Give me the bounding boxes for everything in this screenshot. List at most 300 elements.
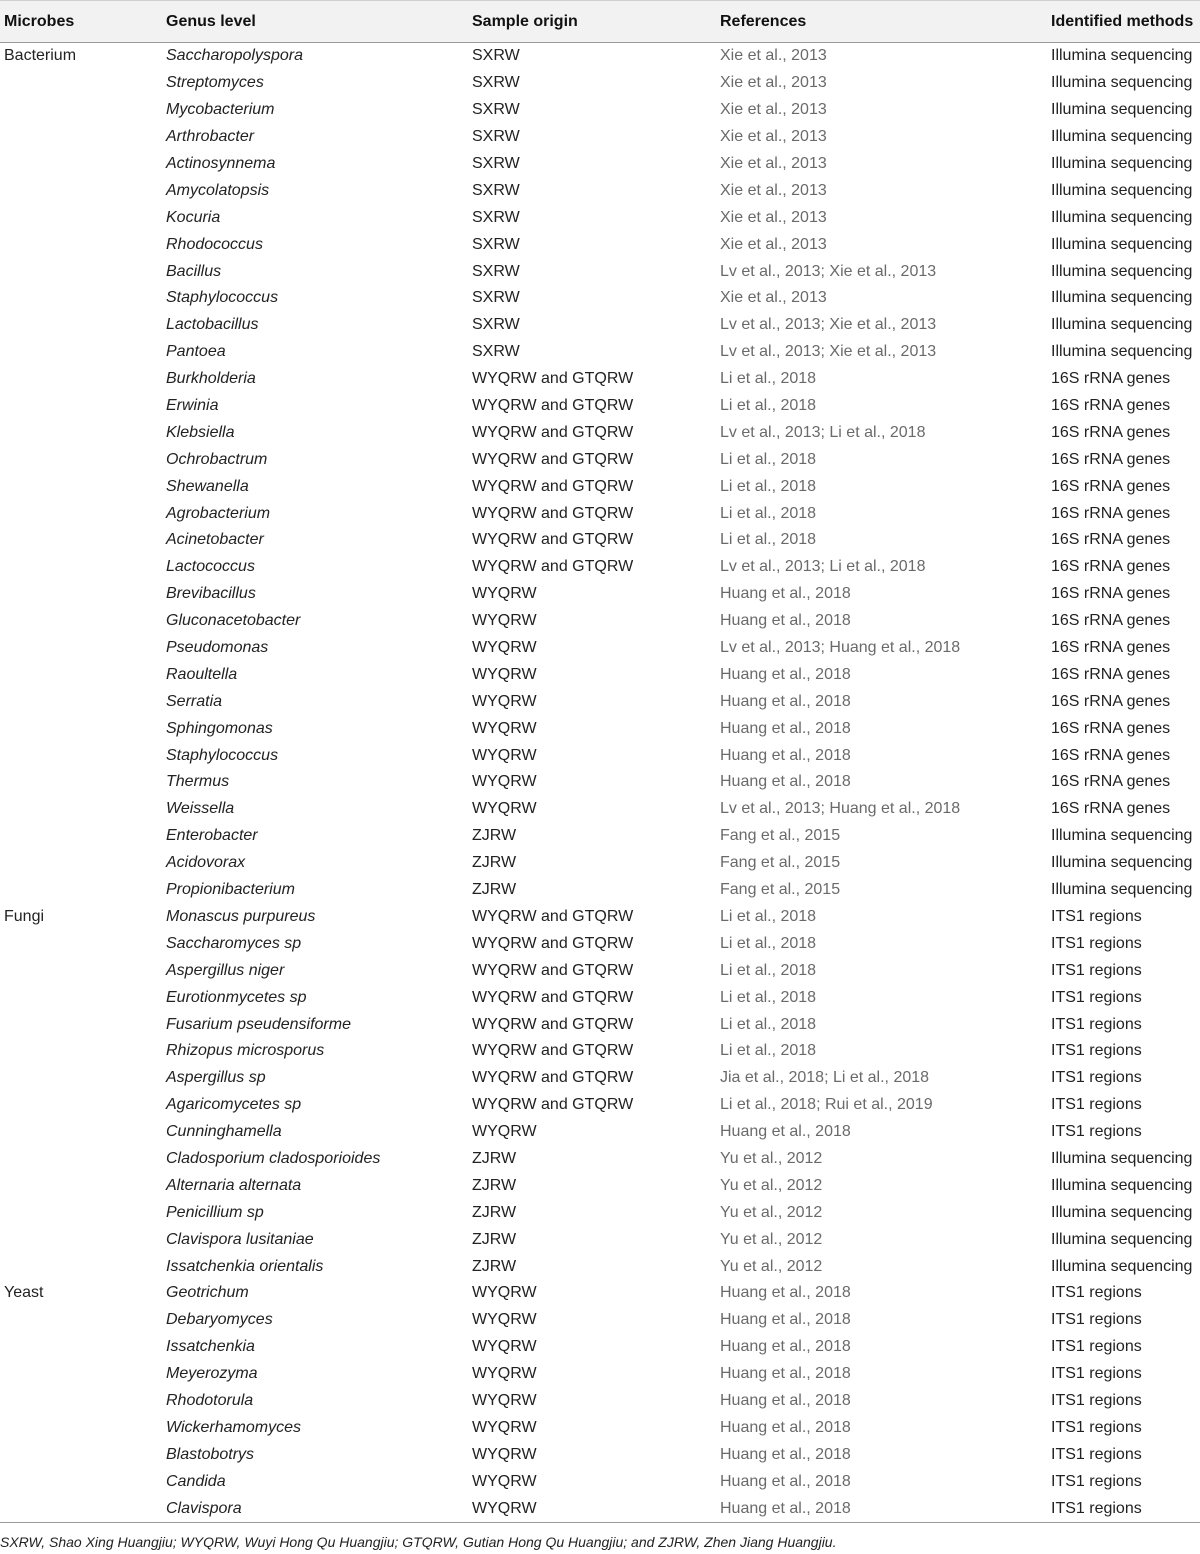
sample-origin-cell: WYQRW [472, 692, 537, 710]
table-row [0, 97, 1200, 124]
genus-cell: Serratia [166, 692, 223, 710]
references-cell: Xie et al., 2013 [720, 128, 827, 146]
table-row [0, 1146, 1200, 1173]
sample-origin-cell: ZJRW [472, 1257, 517, 1275]
table-row [0, 1119, 1200, 1146]
references-cell: Huang et al., 2018 [720, 1391, 851, 1409]
identified-method-cell: Illumina sequencing [1051, 343, 1193, 361]
genus-cell: Debaryomyces [166, 1311, 273, 1329]
genus-cell: Weissella [166, 800, 235, 818]
sample-origin-cell: SXRW [472, 343, 520, 361]
sample-origin-cell: WYQRW and GTQRW [472, 531, 634, 549]
genus-cell: Burkholderia [166, 370, 256, 388]
table-row [0, 1065, 1200, 1092]
microbe-group-cell [0, 1199, 162, 1226]
sample-origin-cell: WYQRW [472, 1338, 537, 1356]
sample-origin-cell: WYQRW and GTQRW [472, 397, 634, 415]
references-cell: Huang et al., 2018 [720, 773, 851, 791]
microbe-group-cell [0, 473, 162, 500]
table-row [0, 608, 1200, 635]
sample-origin-cell: WYQRW and GTQRW [472, 1042, 634, 1060]
table-row [0, 285, 1200, 312]
genus-cell: Bacillus [166, 262, 222, 280]
identified-method-cell: 16S rRNA genes [1051, 585, 1171, 603]
genus-cell: Rhodotorula [166, 1391, 254, 1409]
genus-cell: Shewanella [166, 477, 249, 495]
identified-method-cell: 16S rRNA genes [1051, 639, 1171, 657]
genus-cell: Acinetobacter [166, 531, 264, 549]
references-cell: Yu et al., 2012 [720, 1257, 823, 1275]
genus-cell: Saccharomyces sp [166, 934, 302, 952]
references-cell: Huang et al., 2018 [720, 719, 851, 737]
references-cell: Huang et al., 2018 [720, 1338, 851, 1356]
identified-method-cell: 16S rRNA genes [1051, 773, 1171, 791]
table-row [0, 688, 1200, 715]
references-cell: Li et al., 2018; Rui et al., 2019 [720, 1096, 933, 1114]
sample-origin-cell: WYQRW and GTQRW [472, 1096, 634, 1114]
microbe-group-cell [0, 446, 162, 473]
sample-origin-cell: WYQRW [472, 1472, 537, 1490]
references-cell: Li et al., 2018 [720, 934, 817, 952]
sample-origin-cell: WYQRW and GTQRW [472, 934, 634, 952]
table-row [0, 1172, 1200, 1199]
identified-method-cell: ITS1 regions [1051, 1365, 1142, 1383]
identified-method-cell: Illumina sequencing [1051, 47, 1193, 65]
header-identified-methods: Identified methods [1048, 1, 1200, 43]
microbe-group-cell [0, 285, 162, 312]
identified-method-cell: ITS1 regions [1051, 1445, 1142, 1463]
microbe-group-cell [0, 124, 162, 151]
sample-origin-cell: WYQRW [472, 585, 537, 603]
sample-origin-cell: WYQRW [472, 1284, 537, 1302]
microbe-group-cell [0, 527, 162, 554]
microbe-group-cell [0, 1065, 162, 1092]
identified-method-cell: ITS1 regions [1051, 1069, 1142, 1087]
genus-cell: Issatchenkia [166, 1338, 255, 1356]
references-cell: Fang et al., 2015 [720, 827, 841, 845]
table-row [0, 1334, 1200, 1361]
references-cell: Xie et al., 2013 [720, 47, 827, 65]
sample-origin-cell: SXRW [472, 181, 520, 199]
table-row [0, 769, 1200, 796]
references-cell: Huang et al., 2018 [720, 1123, 851, 1141]
identified-method-cell: Illumina sequencing [1051, 316, 1193, 334]
microbe-group-cell [0, 635, 162, 662]
sample-origin-cell: WYQRW and GTQRW [472, 370, 634, 388]
table-row [0, 151, 1200, 178]
identified-method-cell: 16S rRNA genes [1051, 370, 1171, 388]
sample-origin-cell: WYQRW and GTQRW [472, 558, 634, 576]
table-row [0, 1441, 1200, 1468]
identified-method-cell: Illumina sequencing [1051, 289, 1193, 307]
microbe-group-cell: Yeast [4, 1284, 44, 1302]
sample-origin-cell: WYQRW [472, 746, 537, 764]
genus-cell: Aspergillus niger [166, 961, 285, 979]
identified-method-cell: Illumina sequencing [1051, 881, 1193, 899]
identified-method-cell: 16S rRNA genes [1051, 397, 1171, 415]
references-cell: Li et al., 2018 [720, 988, 817, 1006]
table-row [0, 258, 1200, 285]
table-row [0, 43, 1200, 70]
table-row [0, 1038, 1200, 1065]
genus-cell: Propionibacterium [166, 881, 295, 899]
table-row [0, 715, 1200, 742]
sample-origin-cell: SXRW [472, 101, 520, 119]
references-cell: Li et al., 2018 [720, 477, 817, 495]
references-cell: Xie et al., 2013 [720, 208, 827, 226]
identified-method-cell: Illumina sequencing [1051, 235, 1193, 253]
identified-method-cell: Illumina sequencing [1051, 74, 1193, 92]
microbe-group-cell [0, 1334, 162, 1361]
microbe-group-cell [0, 393, 162, 420]
sample-origin-cell: WYQRW and GTQRW [472, 1015, 634, 1033]
genus-cell: Lactobacillus [166, 316, 259, 334]
microbe-group-cell [0, 151, 162, 178]
microbe-group-cell [0, 366, 162, 393]
identified-method-cell: 16S rRNA genes [1051, 504, 1171, 522]
microbe-group-cell [0, 419, 162, 446]
sample-origin-cell: WYQRW and GTQRW [472, 477, 634, 495]
microbe-group-cell [0, 1119, 162, 1146]
microbe-group-cell [0, 877, 162, 904]
microbe-group-cell [0, 339, 162, 366]
references-cell: Yu et al., 2012 [720, 1176, 823, 1194]
references-cell: Xie et al., 2013 [720, 181, 827, 199]
table-row [0, 500, 1200, 527]
microbe-group-cell [0, 231, 162, 258]
identified-method-cell: ITS1 regions [1051, 1338, 1142, 1356]
sample-origin-cell: SXRW [472, 262, 520, 280]
genus-cell: Actinosynnema [166, 155, 276, 172]
microbe-group-cell [0, 1388, 162, 1415]
table-row [0, 231, 1200, 258]
identified-method-cell: ITS1 regions [1051, 1418, 1142, 1436]
microbe-group-cell [0, 715, 162, 742]
header-references: References [716, 1, 1048, 43]
table-row [0, 877, 1200, 904]
microbe-group-cell [0, 1253, 162, 1280]
microbe-group-cell [0, 742, 162, 769]
table-row [0, 1307, 1200, 1334]
identified-method-cell: Illumina sequencing [1051, 262, 1193, 280]
references-cell: Huang et al., 2018 [720, 1365, 851, 1383]
identified-method-cell: 16S rRNA genes [1051, 746, 1171, 764]
genus-cell: Gluconacetobacter [166, 612, 301, 630]
sample-origin-cell: ZJRW [472, 1203, 517, 1221]
microbe-group-cell [0, 661, 162, 688]
genus-cell: Saccharopolyspora [166, 47, 303, 65]
identified-method-cell: Illumina sequencing [1051, 181, 1193, 199]
identified-method-cell: ITS1 regions [1051, 1284, 1142, 1302]
genus-cell: Pseudomonas [166, 639, 269, 657]
sample-origin-cell: WYQRW [472, 612, 537, 630]
identified-method-cell: ITS1 regions [1048, 1495, 1200, 1522]
microbe-group-cell [0, 769, 162, 796]
table-row [0, 1468, 1200, 1495]
genus-cell: Alternaria alternata [166, 1176, 302, 1194]
identified-method-cell: 16S rRNA genes [1051, 692, 1171, 710]
references-cell: Huang et al., 2018 [720, 585, 851, 603]
references-cell: Huang et al., 2018 [720, 665, 851, 683]
genus-cell: Thermus [166, 773, 230, 791]
genus-cell: Blastobotrys [166, 1445, 255, 1463]
genus-cell: Geotrichum [166, 1284, 249, 1302]
microbe-group-cell [0, 1307, 162, 1334]
sample-origin-cell: WYQRW [472, 1391, 537, 1409]
identified-method-cell: ITS1 regions [1051, 1123, 1142, 1141]
genus-cell: Pantoea [166, 343, 226, 361]
identified-method-cell: 16S rRNA genes [1051, 450, 1171, 468]
references-cell: Xie et al., 2013 [720, 289, 827, 307]
sample-origin-cell: WYQRW [472, 719, 537, 737]
sample-origin-cell: WYQRW [472, 1311, 537, 1329]
genus-cell: Meyerozyma [166, 1365, 258, 1383]
table-row [0, 473, 1200, 500]
genus-cell: Aspergillus sp [166, 1069, 266, 1087]
table-row [0, 1226, 1200, 1253]
sample-origin-cell: WYQRW and GTQRW [472, 504, 634, 522]
identified-method-cell: 16S rRNA genes [1051, 800, 1171, 818]
table-row [0, 1011, 1200, 1038]
table-row [0, 581, 1200, 608]
sample-origin-cell: ZJRW [472, 854, 517, 872]
identified-method-cell: Illumina sequencing [1051, 1176, 1193, 1194]
identified-method-cell: 16S rRNA genes [1051, 558, 1171, 576]
references-cell: Yu et al., 2012 [720, 1149, 823, 1167]
table-row [0, 124, 1200, 151]
genus-cell: Raoultella [166, 665, 238, 683]
sample-origin-cell: WYQRW and GTQRW [472, 450, 634, 468]
references-cell: Huang et al., 2018 [716, 1495, 1048, 1522]
references-cell: Li et al., 2018 [720, 1015, 817, 1033]
genus-cell: Monascus purpureus [166, 907, 316, 925]
sample-origin-cell: ZJRW [472, 1149, 517, 1167]
genus-cell: Cunninghamella [166, 1123, 282, 1141]
microbe-group-cell [0, 1172, 162, 1199]
microbe-group-cell [0, 957, 162, 984]
header-sample-origin: Sample origin [468, 1, 716, 43]
references-cell: Lv et al., 2013; Li et al., 2018 [720, 558, 926, 576]
microbe-group-cell [0, 796, 162, 823]
table-row [0, 661, 1200, 688]
references-cell: Lv et al., 2013; Li et al., 2018 [720, 423, 926, 441]
references-cell: Jia et al., 2018; Li et al., 2018 [720, 1069, 930, 1087]
genus-cell: Fusarium pseudensiforme [166, 1015, 351, 1033]
genus-cell: Enterobacter [166, 827, 258, 845]
table-row [0, 204, 1200, 231]
sample-origin-cell: SXRW [472, 208, 520, 226]
microbe-group-cell [0, 1092, 162, 1119]
references-cell: Lv et al., 2013; Xie et al., 2013 [720, 262, 937, 280]
table-row [0, 930, 1200, 957]
header-genus-level: Genus level [162, 1, 468, 43]
identified-method-cell: ITS1 regions [1051, 1096, 1142, 1114]
identified-method-cell: ITS1 regions [1051, 988, 1142, 1006]
table-row [0, 554, 1200, 581]
references-cell: Lv et al., 2013; Huang et al., 2018 [720, 639, 961, 657]
references-cell: Huang et al., 2018 [720, 1284, 851, 1302]
references-cell: Lv et al., 2013; Huang et al., 2018 [720, 800, 961, 818]
identified-method-cell: ITS1 regions [1051, 1391, 1142, 1409]
references-cell: Xie et al., 2013 [720, 235, 827, 253]
sample-origin-cell: WYQRW [472, 773, 537, 791]
sample-origin-cell: WYQRW and GTQRW [472, 907, 634, 925]
genus-cell: Wickerhamomyces [166, 1418, 301, 1436]
identified-method-cell: ITS1 regions [1051, 1311, 1142, 1329]
sample-origin-cell: SXRW [472, 316, 520, 334]
sample-origin-cell: ZJRW [472, 881, 517, 899]
table-row [0, 1361, 1200, 1388]
table-row [0, 366, 1200, 393]
identified-method-cell: ITS1 regions [1051, 1042, 1142, 1060]
sample-origin-cell: WYQRW [472, 665, 537, 683]
microbe-group-cell [0, 177, 162, 204]
sample-origin-cell: WYQRW [472, 639, 537, 657]
genus-cell: Lactococcus [166, 558, 255, 576]
genus-cell: Arthrobacter [166, 128, 255, 146]
references-cell: Lv et al., 2013; Xie et al., 2013 [720, 343, 937, 361]
microbe-group-cell [0, 1495, 162, 1522]
sample-origin-cell: WYQRW [472, 1418, 537, 1436]
sample-origin-cell: ZJRW [472, 1176, 517, 1194]
references-cell: Lv et al., 2013; Xie et al., 2013 [720, 316, 937, 334]
table-row [0, 446, 1200, 473]
header-row [0, 1, 1200, 43]
references-cell: Yu et al., 2012 [720, 1203, 823, 1221]
references-cell: Xie et al., 2013 [720, 101, 827, 119]
table-row [0, 1092, 1200, 1119]
genus-cell: Ochrobactrum [166, 450, 268, 468]
microbe-group-cell [0, 500, 162, 527]
genus-cell: Agaricomycetes sp [166, 1096, 302, 1114]
microbe-group-cell [0, 97, 162, 124]
microbe-group-cell [0, 850, 162, 877]
table-row [0, 1388, 1200, 1415]
table-row [0, 312, 1200, 339]
table-footnote: SXRW, Shao Xing Huangjiu; WYQRW, Wuyi Hong Qu Huangjiu; GTQRW, Gutian Hong Qu Huangjiu; and ZJRW, Zhen Jiang Huangjiu. [0, 1534, 837, 1550]
references-cell: Huang et al., 2018 [720, 746, 851, 764]
table-row [0, 1495, 1200, 1522]
microbe-group-cell [0, 204, 162, 231]
microbe-group-cell [0, 608, 162, 635]
microbe-group-cell [0, 823, 162, 850]
sample-origin-cell: ZJRW [472, 1230, 517, 1248]
genus-cell: Streptomyces [166, 74, 264, 92]
sample-origin-cell: WYQRW and GTQRW [472, 423, 634, 441]
references-cell: Huang et al., 2018 [720, 1418, 851, 1436]
genus-cell: Mycobacterium [166, 101, 275, 119]
header-microbes: Microbes [0, 1, 162, 43]
references-cell: Li et al., 2018 [720, 907, 817, 925]
references-cell: Xie et al., 2013 [720, 74, 827, 92]
genus-cell: Penicillium sp [166, 1203, 264, 1221]
sample-origin-cell: WYQRW and GTQRW [472, 961, 634, 979]
references-cell: Li et al., 2018 [720, 397, 817, 415]
identified-method-cell: 16S rRNA genes [1051, 719, 1171, 737]
table-row [0, 850, 1200, 877]
table-row [0, 904, 1200, 931]
sample-origin-cell: SXRW [472, 74, 520, 92]
genus-cell: Clavispora [162, 1495, 468, 1522]
table-row [0, 635, 1200, 662]
identified-method-cell: Illumina sequencing [1051, 1203, 1193, 1221]
microbe-group-cell [0, 984, 162, 1011]
microbe-group-cell [0, 581, 162, 608]
references-cell: Fang et al., 2015 [720, 854, 841, 872]
microbe-group-cell [0, 930, 162, 957]
genus-cell: Eurotionmycetes sp [166, 988, 307, 1006]
microbe-group-cell [0, 1011, 162, 1038]
genus-cell: Rhizopus microsporus [166, 1042, 325, 1060]
table-row [0, 1414, 1200, 1441]
genus-cell: Agrobacterium [166, 504, 271, 522]
genus-cell: Amycolatopsis [166, 181, 270, 199]
identified-method-cell: ITS1 regions [1051, 934, 1142, 952]
table-row [0, 823, 1200, 850]
table-row [0, 177, 1200, 204]
genus-cell: Sphingomonas [166, 719, 273, 737]
table-row [0, 1199, 1200, 1226]
microbe-group-cell [0, 1468, 162, 1495]
references-cell: Huang et al., 2018 [720, 692, 851, 710]
genus-cell: Clavispora lusitaniae [166, 1230, 314, 1248]
sample-origin-cell: SXRW [472, 235, 520, 253]
microbe-group-cell [0, 554, 162, 581]
genus-cell: Erwinia [166, 397, 219, 415]
genus-cell: Candida [166, 1472, 226, 1490]
table-row [0, 796, 1200, 823]
microbe-group-cell [0, 1361, 162, 1388]
identified-method-cell: Illumina sequencing [1051, 1257, 1193, 1275]
sample-origin-cell: WYQRW [468, 1495, 716, 1522]
microbe-group-cell: Fungi [4, 907, 45, 925]
genus-cell: Cladosporium cladosporioides [166, 1149, 381, 1167]
table-row [0, 957, 1200, 984]
table-body [0, 43, 1200, 1523]
references-cell: Fang et al., 2015 [720, 881, 841, 899]
genus-cell: Klebsiella [166, 423, 235, 441]
identified-method-cell: ITS1 regions [1051, 907, 1142, 925]
genus-cell: Rhodococcus [166, 235, 263, 253]
microbe-group-cell [0, 1038, 162, 1065]
table-row [0, 1280, 1200, 1307]
microbe-group-cell [0, 1441, 162, 1468]
genus-cell: Acidovorax [166, 854, 246, 872]
identified-method-cell: Illumina sequencing [1051, 854, 1193, 872]
sample-origin-cell: WYQRW and GTQRW [472, 988, 634, 1006]
genus-cell: Staphylococcus [166, 746, 279, 764]
identified-method-cell: Illumina sequencing [1051, 827, 1193, 845]
references-cell: Huang et al., 2018 [720, 1445, 851, 1463]
genus-cell: Issatchenkia orientalis [166, 1257, 324, 1275]
microbe-group-cell [0, 1414, 162, 1441]
identified-method-cell: ITS1 regions [1051, 961, 1142, 979]
sample-origin-cell: WYQRW [472, 1445, 537, 1463]
sample-origin-cell: SXRW [472, 289, 520, 307]
identified-method-cell: 16S rRNA genes [1051, 612, 1171, 630]
microbe-group-cell [0, 1226, 162, 1253]
identified-method-cell: 16S rRNA genes [1051, 531, 1171, 549]
identified-method-cell: Illumina sequencing [1051, 1230, 1193, 1248]
table-row [0, 527, 1200, 554]
identified-method-cell: Illumina sequencing [1051, 155, 1193, 172]
genus-cell: Brevibacillus [166, 585, 256, 603]
table-row [0, 742, 1200, 769]
references-cell: Yu et al., 2012 [720, 1230, 823, 1248]
references-cell: Li et al., 2018 [720, 961, 817, 979]
table-row [0, 70, 1200, 97]
table-row [0, 984, 1200, 1011]
